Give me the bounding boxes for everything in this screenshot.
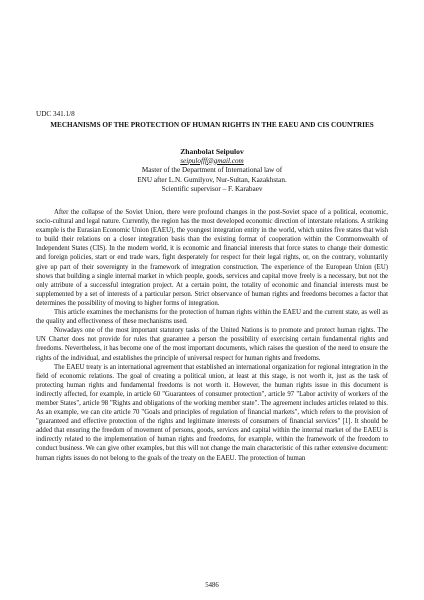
body-paragraph-1: After the collapse of the Soviet Union, there were profound changes in the post-Soviet space of a political, economic, socio-cultural and legal nature. Currently, the region has the most developed economic direction of interstate relations. A striking example is the Eurasian Economic Union (EAEU), the youngest integration entity in the world, which unites five states that wish to build their relations on a closer integration basis than the existing format of cooperation within the Commonwealth of Independent States (CIS). In the modern world, it is economic and financial interests that force states to change their domestic and foreign policies, start or end trade wars, fight desperately for respect for their legal rights, or, on the contrary, voluntarily give up part of their sovereignty in the framework of integration construction. The experience of the European Union (EU) shows that building a single internal market in which people, goods, services and capital move freely is a necessary, but not the only attribute of a successful integration project. At a certain point, the totality of economic and financial interests must be supplemented by a set of interests of a particular person. Strict observance of human rights and freedoms becomes a factor that determines the possibility of moving to higher forms of integration. [36,209,388,307]
udc-code: UDC 341.1/8 [36,110,75,118]
article-body [36,208,388,463]
author-name: Zhanbolat Seipulov [180,147,244,156]
scientific-supervisor: Scientific supervisor – F. Karabaev [161,185,263,194]
author-block [36,147,388,195]
author-affiliation-line-1: Master of the Department of International law of [141,166,283,175]
body-paragraph-2: This article examines the mechanisms for the protection of human rights within the EAEU and the current state, as well as the quality and effectiveness of these mechanisms used. [36,309,388,326]
body-paragraph-3: Nowadays one of the most important statutory tasks of the United Nations is to promote and protect human rights. The UN Charter does not provide for rules that guarantee a person the possibility of exercising certain fundamental rights and freedoms. Nevertheless, it has become one of the most important documents, which raises the question of the need to ensure the rights of the individual, and establishes the principle of universal respect for human rights and freedoms. [36,327,388,362]
body-paragraph-4: The EAEU treaty is an international agreement that established an international organization for regional integration in the field of economic relations. The goal of creating a political union, at least at this stage, is not worth it, just as the task of protecting human rights and fundamental freedoms is not worth it. However, the human rights issue in this document is indirectly affected, for example, in article 60 "Guarantees of consumer protection", article 97 "Labor activity of workers of the member States", article 98 "Rights and obligations of the working member state". The agreement includes articles related to this. As an example, we can cite article 70 "Goals and principles of regulation of financial markets", which refers to the provision of "guaranteed and effective protection of the rights and legitimate interests of consumers of financial services" [1]. It should be added that ensuring the freedom of movement of persons, goods, services and capital within the internal market of the EAEU is indirectly related to the implementation of human rights and freedoms, for example, within the framework of the freedom to conduct business. We can give other examples, but this will not change the main characteristic of this rather extensive document: human rights issues do not belong to the goals of the treaty on the EAEU. The protection of human [36,363,388,462]
paper-title: MECHANISMS OF THE PROTECTION OF HUMAN RIGHTS IN THE EAEU AND CIS COUNTRIES [50,121,374,129]
author-affiliation-line-2: ENU after L.N. Gumilyov, Nur-Sultan, Kazakhstan. [137,175,287,184]
author-email-link[interactable]: seipulofff@gmail.com [180,156,244,165]
page-number: 5486 [205,582,219,589]
